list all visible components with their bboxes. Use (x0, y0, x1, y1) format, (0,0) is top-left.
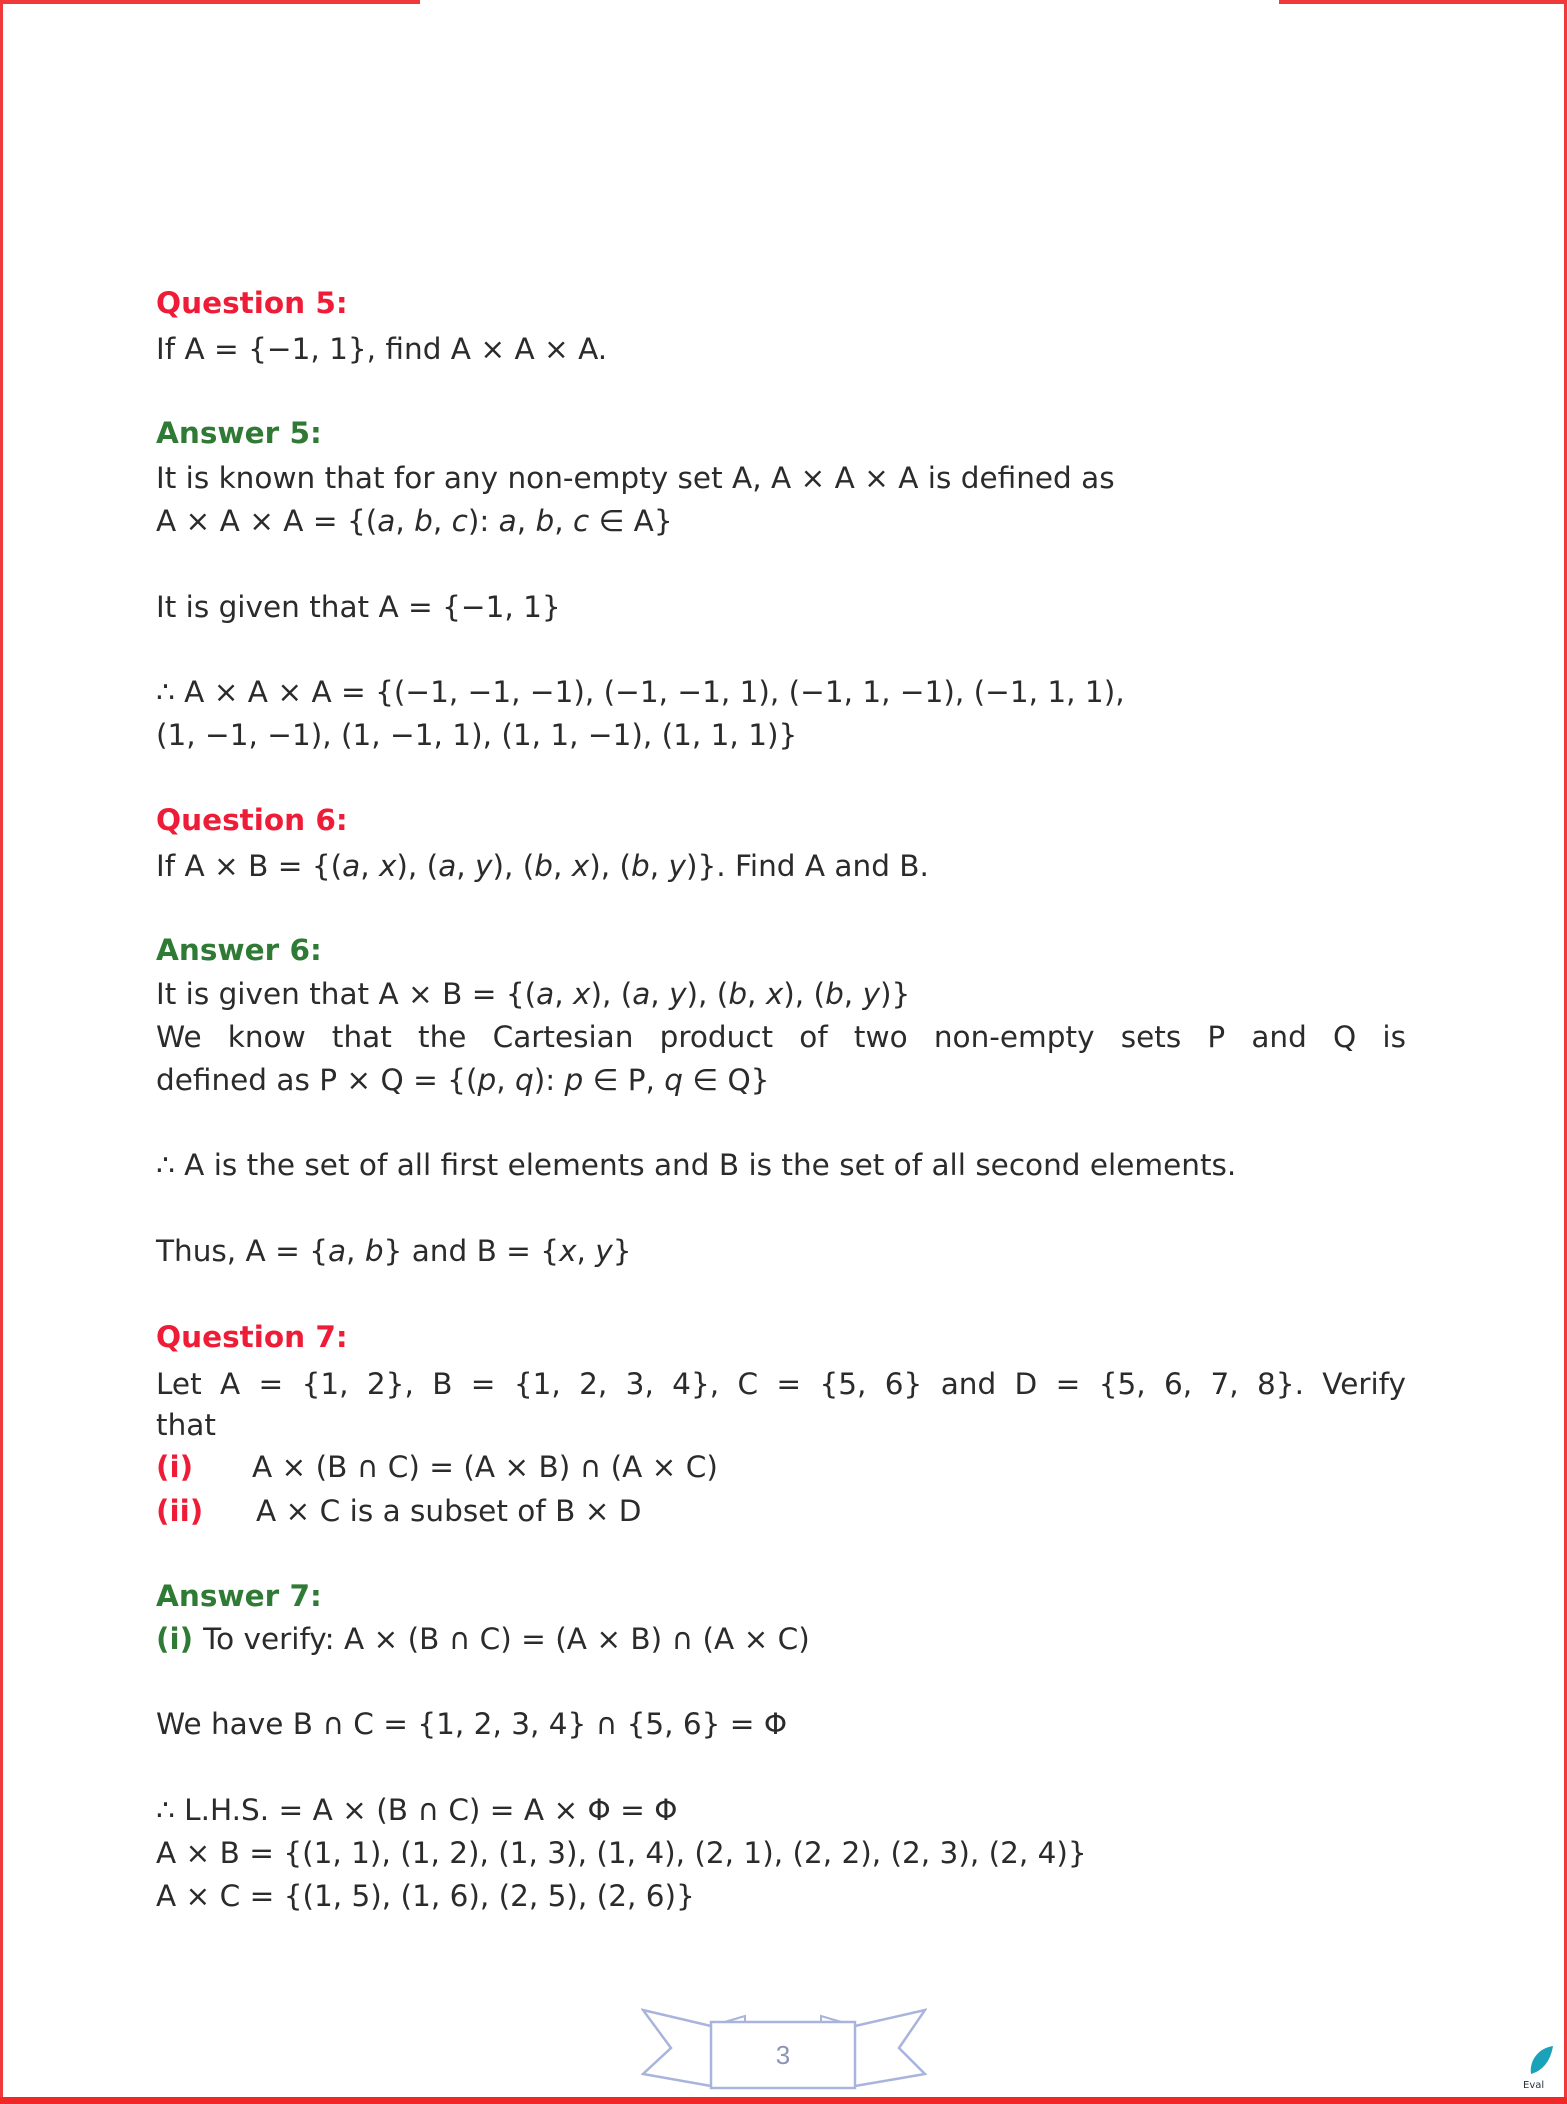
math-variable: c (573, 504, 590, 538)
text-line (156, 846, 1406, 886)
text-line (156, 1876, 1406, 1916)
text-line (156, 1447, 1406, 1487)
text-segment: ), ( (590, 977, 633, 1011)
text-line (156, 672, 1406, 712)
math-variable: b (825, 977, 844, 1011)
math-variable: b (414, 504, 433, 538)
text-line (156, 1060, 1406, 1100)
math-variable: a (342, 849, 361, 883)
math-variable: x (559, 1234, 577, 1268)
text-segment: , (360, 849, 379, 883)
text-line (156, 329, 1406, 369)
text-segment: ∈ Q} (683, 1063, 770, 1097)
text-segment: ∈ A} (589, 504, 673, 538)
text-segment: We know that the Cartesian product of two non-empty sets P and Q is (156, 1020, 1406, 1054)
math-variable: p (477, 1063, 497, 1097)
page-border-bottom (0, 2097, 1567, 2104)
text-segment: ): (533, 1063, 565, 1097)
math-variable: x (572, 977, 591, 1011)
math-variable: y (595, 1234, 613, 1268)
text-segment: ∈ P, (583, 1063, 665, 1097)
text-segment: We have B ∩ C = {1, 2, 3, 4} ∩ {5, 6} = Φ (156, 1707, 788, 1741)
text-segment: , (843, 977, 863, 1011)
text-line (156, 1364, 1406, 1404)
text-segment: , (554, 977, 573, 1011)
text-segment: Answer 6: (156, 933, 322, 967)
part-label: (i) (156, 1450, 194, 1484)
text-segment: Answer 7: (156, 1579, 322, 1613)
text-line (156, 1790, 1406, 1830)
text-segment: defined as P × Q = {( (156, 1063, 478, 1097)
answer-heading (156, 413, 1406, 453)
text-segment: Question 5: (156, 286, 348, 320)
text-segment: A × (B ∩ C) = (A × B) ∩ (A × C) (252, 1450, 718, 1484)
math-variable: b (534, 849, 554, 883)
text-segment: ): (467, 504, 499, 538)
text-line (156, 715, 1406, 755)
svg-text:Eval: Eval (1523, 2080, 1545, 2090)
text-segment: If A = {−1, 1}, find A × A × A. (156, 332, 608, 366)
text-segment: , (432, 504, 452, 538)
math-variable: y (475, 849, 493, 883)
page-border-left (0, 0, 3, 2104)
text-segment: , (395, 504, 415, 538)
text-segment: A × A × A = {( (156, 504, 378, 538)
text-segment: , (554, 504, 573, 538)
text-line (156, 1231, 1406, 1271)
text-segment: )}. Find A and B. (686, 849, 929, 883)
math-variable: x (378, 849, 397, 883)
text-segment: A × C = {(1, 5), (1, 6), (2, 5), (2, 6)} (156, 1879, 695, 1913)
text-line (156, 1017, 1406, 1057)
text-segment: ∴ L.H.S. = A × (B ∩ C) = A × Φ = Φ (156, 1793, 678, 1827)
text-segment: It is given that A × B = {( (156, 977, 537, 1011)
text-segment: ), ( (589, 849, 632, 883)
text-segment: To verify: A × (B ∩ C) = (A × B) ∩ (A × C) (203, 1622, 810, 1656)
text-segment: ), ( (396, 849, 439, 883)
math-variable: a (536, 977, 555, 1011)
text-line (156, 501, 1406, 541)
math-variable: x (765, 977, 784, 1011)
part-label: (i) (156, 1622, 194, 1656)
math-variable: q (664, 1063, 683, 1097)
text-segment: Question 7: (156, 1320, 348, 1354)
math-variable: a (438, 849, 457, 883)
math-variable: c (451, 504, 468, 538)
text-segment: Thus, A = { (156, 1234, 328, 1268)
text-segment: ), ( (783, 977, 826, 1011)
text-segment: )} (880, 977, 911, 1011)
text-segment: Answer 5: (156, 416, 322, 450)
text-segment: ∴ A is the set of all first elements and B is the set of all second elements. (156, 1148, 1237, 1182)
math-variable: a (498, 504, 517, 538)
math-variable: b (364, 1234, 384, 1268)
math-variable: a (632, 977, 651, 1011)
math-variable: a (327, 1234, 347, 1268)
text-line (156, 1405, 1406, 1445)
text-segment: , (346, 1234, 365, 1268)
text-segment: It is known that for any non-empty set A, A × A × A is defined as (156, 461, 1115, 495)
text-segment: A × B = {(1, 1), (1, 2), (1, 3), (1, 4), (2, 1), (2, 2), (2, 3), (2, 4)} (156, 1836, 1087, 1870)
page-border-top-left (0, 0, 420, 4)
text-line (156, 1491, 1406, 1531)
math-variable: x (571, 849, 590, 883)
text-line (156, 1619, 1406, 1659)
math-variable: p (564, 1063, 584, 1097)
page-number: 3 (775, 2040, 791, 2070)
text-line (156, 1833, 1406, 1873)
question-heading (156, 1317, 1406, 1357)
math-variable: q (514, 1063, 534, 1097)
text-segment: , (650, 977, 670, 1011)
text-segment: If A × B = {( (156, 849, 343, 883)
page-number-ribbon (641, 2004, 927, 2090)
answer-heading (156, 930, 1406, 970)
text-segment: that (156, 1408, 216, 1442)
text-line (156, 1145, 1406, 1185)
text-segment: , (747, 977, 766, 1011)
text-segment: , (649, 849, 669, 883)
text-segment: , (496, 1063, 515, 1097)
text-segment: ), ( (492, 849, 535, 883)
text-segment: , (553, 849, 572, 883)
math-variable: a (377, 504, 396, 538)
text-segment: Question 6: (156, 803, 348, 837)
math-variable: b (631, 849, 650, 883)
math-variable: y (668, 849, 687, 883)
answer-heading (156, 1576, 1406, 1616)
text-segment: , (456, 849, 476, 883)
text-segment: Let A = {1, 2}, B = {1, 2, 3, 4}, C = {5, 6} and D = {5, 6, 7, 8}. Verify (156, 1367, 1406, 1401)
page-border-top-right (1279, 0, 1567, 4)
text-segment: A × C is a subset of B × D (256, 1494, 642, 1528)
text-segment: ), ( (686, 977, 729, 1011)
text-segment: } and B = { (383, 1234, 560, 1268)
text-line (156, 1704, 1406, 1744)
text-segment: , (576, 1234, 596, 1268)
text-line (156, 974, 1406, 1014)
math-variable: y (669, 977, 687, 1011)
text-segment: , (516, 504, 536, 538)
text-line (156, 587, 1406, 627)
text-line (156, 458, 1406, 498)
math-variable: b (535, 504, 555, 538)
text-segment: (1, −1, −1), (1, −1, 1), (1, 1, −1), (1, 1, 1)} (156, 718, 798, 752)
edurev-logo (1521, 2044, 1557, 2090)
part-label: (ii) (156, 1494, 204, 1528)
text-segment: } (612, 1234, 632, 1268)
leaf-logo-icon (1521, 2044, 1557, 2090)
question-heading (156, 800, 1406, 840)
math-variable: b (728, 977, 748, 1011)
question-heading (156, 283, 1406, 323)
text-segment: ∴ A × A × A = {(−1, −1, −1), (−1, −1, 1), (−1, 1, −1), (−1, 1, 1), (156, 675, 1125, 709)
math-variable: y (862, 977, 881, 1011)
text-segment: It is given that A = {−1, 1} (156, 590, 561, 624)
